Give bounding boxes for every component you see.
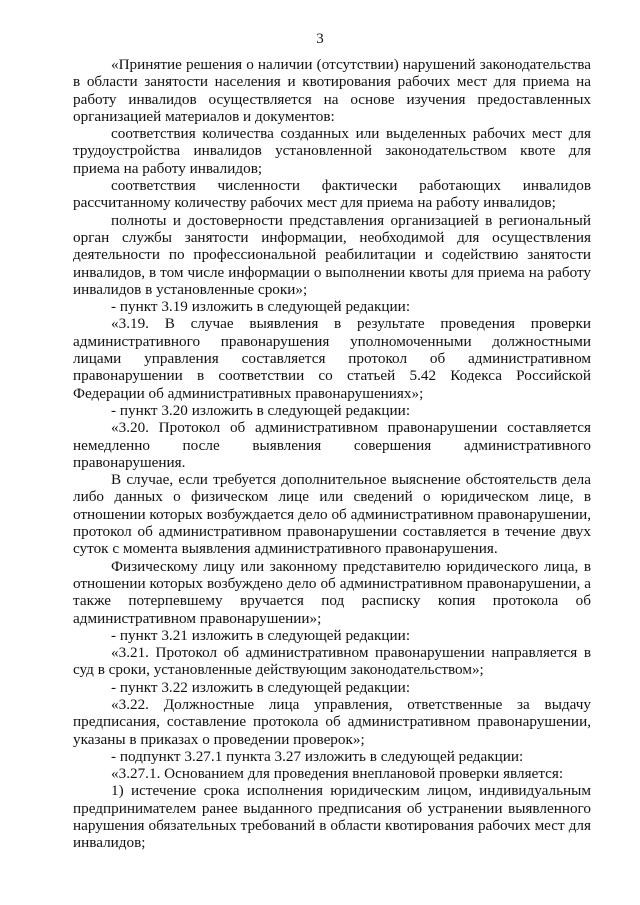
paragraph: В случае, если требуется дополнительное выяснение обстоятельств дела либо данных о физическом лице или сведений о юридическом лице, в отношении которых возбуждается дело об административном правонарушении, протокол об административном правонарушении составляется в течение двух суток с момента выявления административного правонарушения. (73, 471, 591, 558)
paragraph: «3.27.1. Основанием для проведения внеплановой проверки является: (111, 765, 564, 783)
paragraph: соответствия численности фактически работающих инвалидов рассчитанному количеству рабочих мест для приема на работу инвалидов; (73, 177, 591, 212)
paragraph: «3.19. В случае выявления в результате проведения проверки административного правонарушения уполномоченными должностными лицами управления составляется протокол об административном правонарушении в соответствии со статьей 5.42 Кодекса Российской Федерации об административных правонарушениях»; (73, 315, 591, 402)
paragraph: соответствия количества созданных или выделенных рабочих мест для трудоустройства инвалидов установленной законодательством квоте для приема на работу инвалидов; (73, 125, 591, 177)
paragraph: «3.21. Протокол об административном правонарушении направляется в суд в сроки, установленные действующим законодательством»; (73, 644, 591, 679)
paragraph: 1) истечение срока исполнения юридическим лицом, индивидуальным предпринимателем ранее выданного предписания об устранении выявленного нарушения обязательных требований в области квотирования рабочих мест для инвалидов; (73, 782, 591, 852)
paragraph: - пункт 3.19 изложить в следующей редакции: (111, 298, 411, 316)
paragraph: «3.20. Протокол об административном правонарушении составляется немедленно после выявления совершения административного правонарушения. (73, 419, 591, 471)
document-body (73, 56, 591, 852)
paragraph: полноты и достоверности представления организацией в региональный орган службы занятости информации, необходимой для осуществления деятельности по профессиональной реабилитации и содействию занятости инвалидов, в том числе информации о выполнении квоты для приема на работу инвалидов в установленные сроки»; (73, 211, 591, 298)
paragraph: - пункт 3.20 изложить в следующей редакции: (111, 401, 411, 419)
paragraph: «Принятие решения о наличии (отсутствии) нарушений законодательства в области занятости населения и квотирования рабочих мест для приема на работу инвалидов осуществляется на основе изучения предоставленных организацией материалов и документов: (73, 56, 591, 125)
paragraph: «3.22. Должностные лица управления, ответственные за выдачу предписания, составление протокола об административном правонарушении, указаны в приказах о проведении проверок»; (73, 695, 591, 748)
page-number: 3 (316, 31, 324, 47)
paragraph: Физическому лицу или законному представителю юридического лица, в отношении которых возбуждено дело об административном правонарушении, а также потерпевшему вручается под расписку копия протокола об административном правонарушении»; (73, 557, 591, 627)
paragraph: - пункт 3.22 изложить в следующей редакции: (111, 678, 411, 696)
paragraph: - пункт 3.21 изложить в следующей редакции: (111, 626, 411, 644)
paragraph: - подпункт 3.27.1 пункта 3.27 изложить в следующей редакции: (111, 747, 524, 765)
